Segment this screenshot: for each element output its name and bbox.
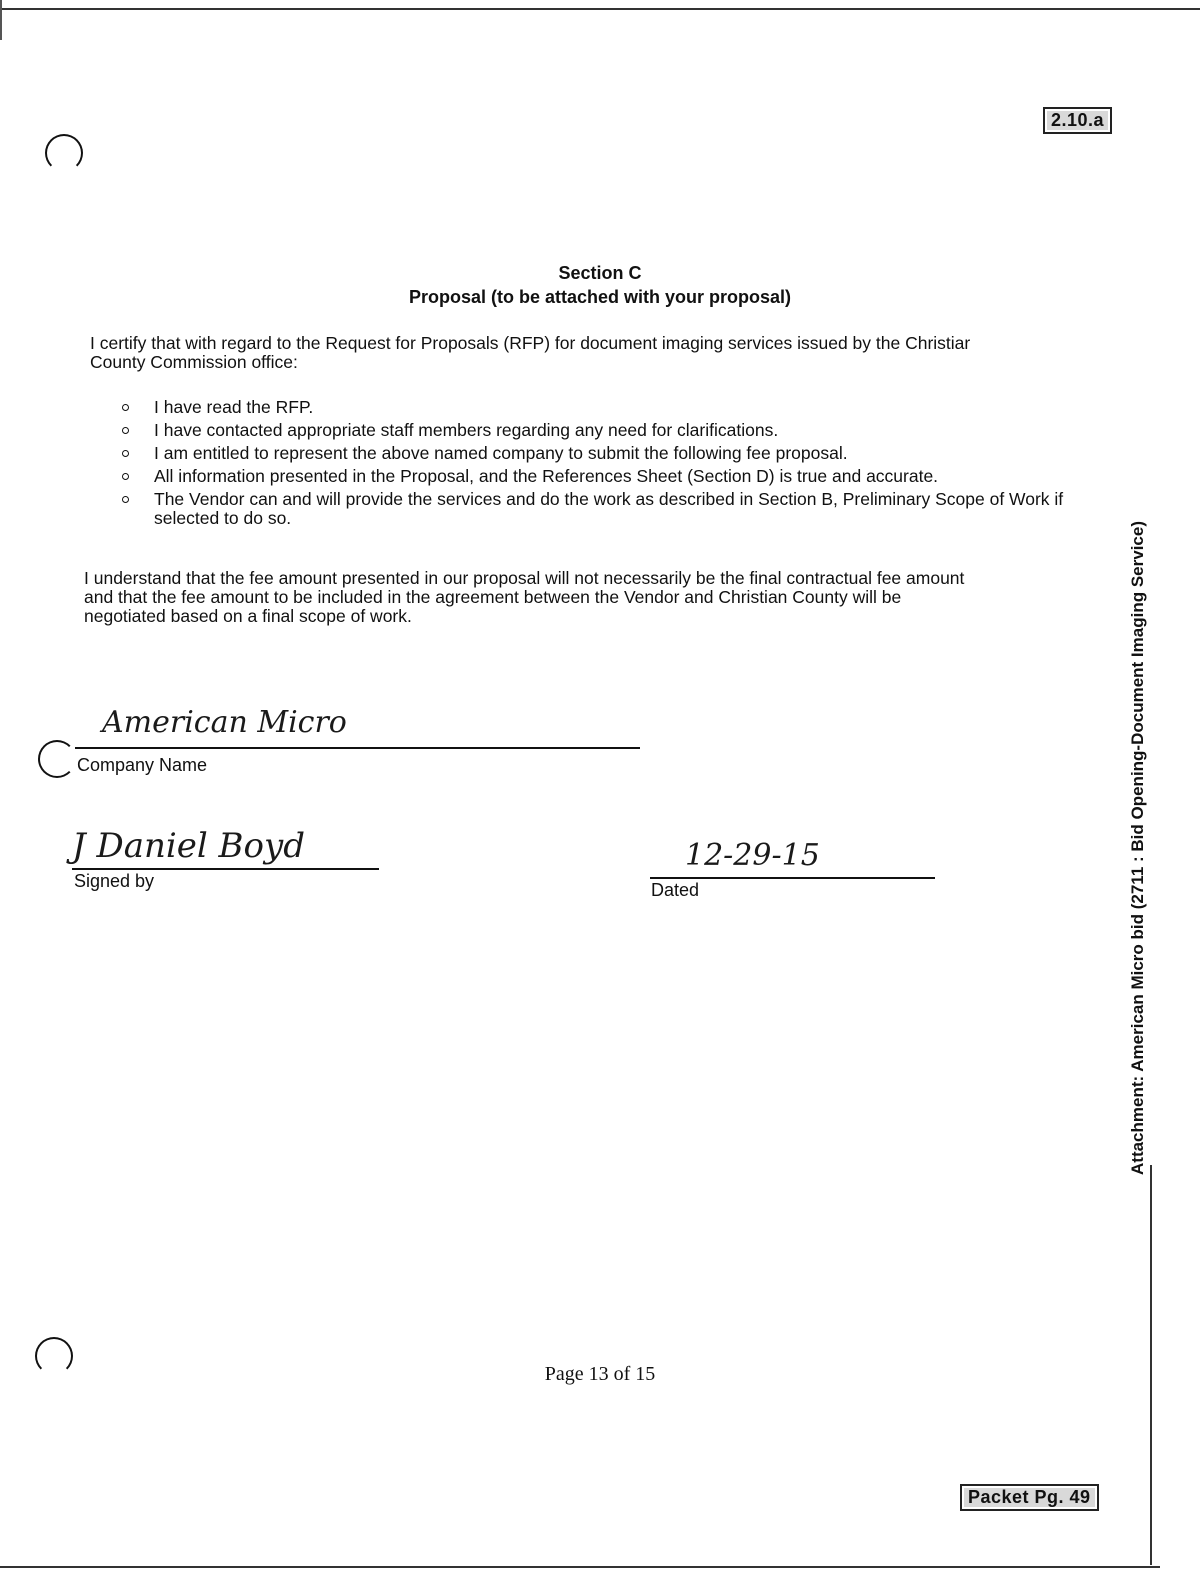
- list-item: All information presented in the Proposal, and the References Sheet (Section D) is true and accurate.: [120, 467, 1100, 486]
- punch-hole-top: [45, 134, 83, 172]
- understand-line-2: and that the fee amount to be included in the agreement between the Vendor and Christian County will be: [84, 587, 902, 607]
- dated-line: [650, 877, 935, 879]
- section-title: Section C: [558, 263, 642, 283]
- company-handwriting: American Micro: [102, 705, 347, 740]
- item-stamp: 2.10.a: [1043, 107, 1112, 134]
- certification-list: [120, 398, 1100, 532]
- list-item: I have contacted appropriate staff members regarding any need for clarifications.: [120, 421, 1100, 440]
- list-item: The Vendor can and will provide the services and do the work as described in Section B, Preliminary Scope of Work if selected to do so.: [120, 490, 1100, 528]
- signed-by-label: Signed by: [74, 871, 155, 891]
- left-edge-mark: [0, 0, 2, 40]
- understand-line-3: negotiated based on a final scope of work.: [84, 606, 412, 626]
- dated-label: Dated: [651, 880, 700, 900]
- certify-line-2: County Commission office:: [90, 352, 298, 372]
- list-item: I am entitled to represent the above named company to submit the following fee proposal.: [120, 444, 1100, 463]
- understand-line-1: I understand that the fee amount presented in our proposal will not necessarily be the final contractual fee amount: [84, 568, 965, 588]
- certify-line-1: I certify that with regard to the Request for Proposals (RFP) for document imaging services issued by the Christiar: [90, 333, 971, 353]
- list-item: I have read the RFP.: [120, 398, 1100, 417]
- signature-handwriting: J Daniel Boyd: [72, 826, 305, 866]
- company-name-label: Company Name: [77, 755, 208, 775]
- date-handwriting: 12-29-15: [685, 838, 820, 873]
- company-name-line: [75, 747, 640, 749]
- page-number: Page 13 of 15: [544, 1363, 656, 1385]
- packet-page-stamp: Packet Pg. 49: [960, 1484, 1099, 1511]
- certify-paragraph: [90, 334, 1110, 372]
- punch-hole-middle: [38, 740, 76, 778]
- attachment-side-text: Attachment: American Micro bid (2711 : Bid Opening-Document Imaging Service): [1128, 521, 1147, 1175]
- understand-paragraph: [84, 569, 1114, 626]
- signed-by-line: [72, 868, 379, 870]
- section-subtitle: Proposal (to be attached with your proposal): [408, 287, 792, 307]
- bottom-border-line: [0, 1566, 1160, 1568]
- top-border-line: [0, 8, 1200, 10]
